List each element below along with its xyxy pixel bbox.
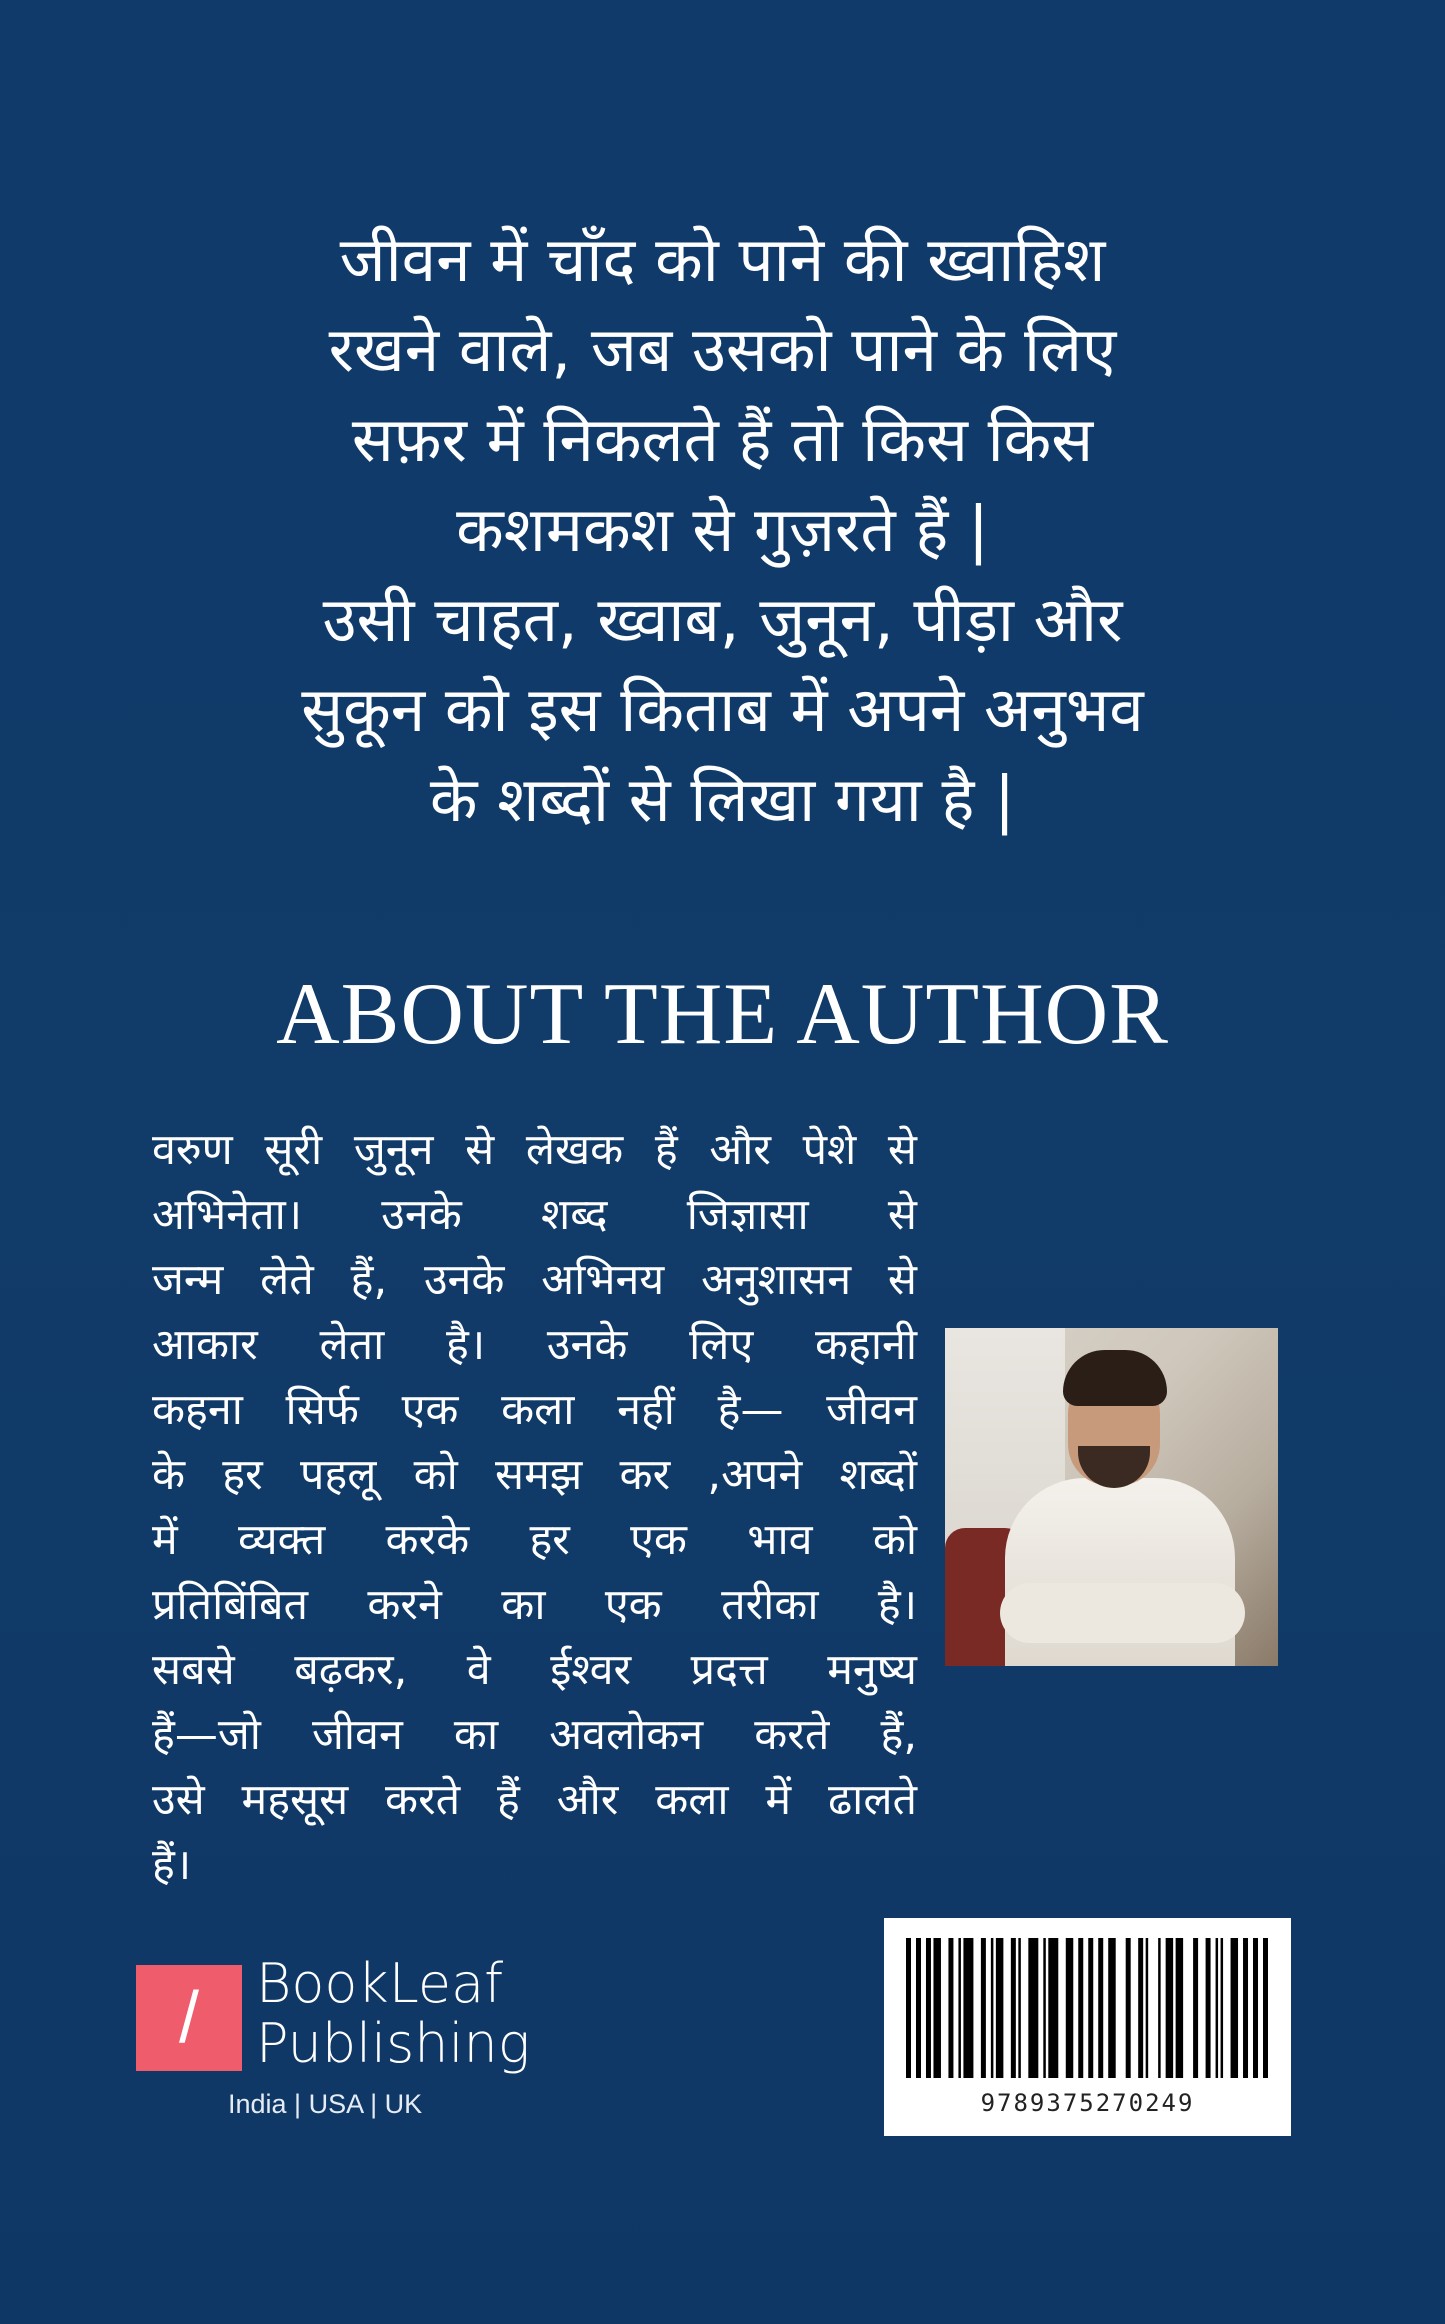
isbn-barcode — [884, 1918, 1291, 2136]
barcode-bar — [948, 1938, 953, 2078]
barcode-bar — [1166, 1938, 1173, 2078]
bio-line: आकार लेता है। उनके लिए कहानी — [152, 1320, 917, 1370]
author-bio — [152, 1118, 917, 1898]
isbn-number: 9789375270249 — [980, 2089, 1195, 2117]
blurb-line: रखने वाले, जब उसको पाने के लिए — [328, 313, 1117, 386]
barcode-bar — [1221, 1938, 1224, 2078]
barcode-bars — [906, 1938, 1268, 2078]
barcode-bar — [1243, 1938, 1248, 2078]
barcode-bar — [1018, 1938, 1021, 2078]
bio-line: कहना सिर्फ एक कला नहीं है— जीवन — [152, 1385, 917, 1435]
barcode-bar — [1138, 1938, 1143, 2078]
barcode-bar — [1206, 1938, 1211, 2078]
barcode-bar — [906, 1938, 911, 2078]
publisher-name — [256, 1954, 530, 2074]
barcode-bar — [991, 1938, 994, 2078]
publisher-name-line2: Publishing — [256, 2012, 531, 2075]
barcode-bar — [1078, 1938, 1083, 2078]
blurb-line: कशमकश से गुज़रते हैं | — [456, 493, 989, 566]
barcode-bar — [1126, 1938, 1131, 2078]
publisher-locations: India | USA | UK — [228, 2089, 423, 2119]
bio-line: वरुण सूरी जुनून से लेखक हैं और पेशे से — [152, 1125, 917, 1175]
barcode-bar — [1098, 1938, 1103, 2078]
barcode-bar — [958, 1938, 961, 2078]
barcode-bar — [1066, 1938, 1073, 2078]
barcode-bar — [1193, 1938, 1198, 2078]
barcode-bar — [1011, 1938, 1016, 2078]
slash-logo-icon: / — [136, 1965, 242, 2071]
blurb-line: जीवन में चाँद को पाने की ख्वाहिश — [339, 223, 1106, 296]
blurb-line: सुकून को इस किताब में अपने अनुभव — [301, 673, 1144, 746]
publisher-logo — [136, 1952, 536, 2132]
bio-line: हैं। — [152, 1840, 192, 1890]
barcode-bar — [1088, 1938, 1093, 2078]
bio-line: जन्म लेते हैं, उनके अभिनय अनुशासन से — [152, 1255, 917, 1305]
blurb-line: उसी चाहत, ख्वाब, जुनून, पीड़ा और — [322, 583, 1123, 656]
blurb-text — [150, 215, 1295, 845]
barcode-bar — [1043, 1938, 1046, 2078]
barcode-bar — [1253, 1938, 1258, 2078]
publisher-name-line1: BookLeaf — [256, 1952, 504, 2015]
bio-line: में व्यक्त करके हर एक भाव को — [152, 1515, 917, 1565]
bio-line: प्रतिबिंबित करने का एक तरीका है। — [152, 1580, 917, 1630]
barcode-bar — [981, 1938, 986, 2078]
blurb-line: के शब्दों से लिखा गया है | — [429, 763, 1016, 836]
barcode-bar — [996, 1938, 1003, 2078]
photo-arms — [1000, 1583, 1245, 1643]
bio-line: सबसे बढ़कर, वे ईश्वर प्रदत्त मनुष्य — [152, 1645, 917, 1695]
bio-line: अभिनेता। उनके शब्द जिज्ञासा से — [152, 1190, 917, 1240]
bio-line: के हर पहलू को समझ कर ,अपने शब्दों — [152, 1450, 917, 1500]
blurb-line: सफ़र में निकलते हैं तो किस किस — [351, 403, 1094, 476]
barcode-bar — [1216, 1938, 1219, 2078]
bio-line: उसे महसूस करते हैं और कला में ढालते — [152, 1775, 917, 1825]
barcode-bar — [1263, 1938, 1268, 2078]
barcode-bar — [963, 1938, 973, 2078]
about-the-author-heading: ABOUT THE AUTHOR — [276, 966, 1169, 1063]
barcode-bar — [1231, 1938, 1238, 2078]
barcode-bar — [916, 1938, 921, 2078]
barcode-bar — [933, 1938, 940, 2078]
barcode-bar — [1146, 1938, 1149, 2078]
barcode-bar — [1108, 1938, 1115, 2078]
barcode-bar — [1158, 1938, 1161, 2078]
barcode-bar — [1176, 1938, 1183, 2078]
barcode-bar — [1048, 1938, 1058, 2078]
barcode-bar — [926, 1938, 931, 2078]
bio-line: हैं—जो जीवन का अवलोकन करते हैं, — [152, 1710, 917, 1760]
author-photo — [945, 1328, 1278, 1666]
barcode-bar — [1028, 1938, 1038, 2078]
photo-hair — [1063, 1350, 1167, 1406]
